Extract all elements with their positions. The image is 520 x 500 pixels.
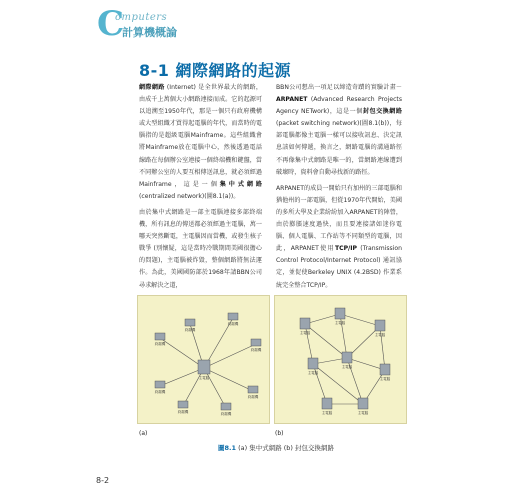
logo-letter: C [97, 4, 125, 44]
left-paragraph-1: 網際網路 (Internet) 是全世界最大的網路，由成千上萬個大小網路連接而成。它的起源可以追溯至1950年代，那是一個只有政府機構或大型組織才買得起電腦的年代，而當時的電腦指的是超級電腦Mainframe。這些組織會將Mainframe放在電腦中心，然後透過電話線路在每個辦公室連接一個終端機和鍵盤，當不同辦公室的人要互相傳送訊息，就必須經過Mainframe，這是一個集中式網路 (centralized network)(圖8.1(a))。 [139, 84, 262, 200]
svg-text:終端機: 終端機 [154, 390, 166, 394]
right-column [276, 82, 402, 296]
term-packet-switching: 封包交換網路 [362, 108, 402, 116]
figure-label-b: (b) [275, 430, 284, 437]
term-centralized: 集中式網路 [219, 180, 262, 188]
svg-text:主電腦: 主電腦 [321, 411, 333, 415]
centralized-network-svg [138, 296, 269, 423]
svg-text:終端機: 終端機 [247, 395, 259, 399]
figure-8-1 [137, 295, 407, 425]
packet-switching-network-diagram [274, 295, 407, 424]
term-tcpip: TCP/IP [334, 245, 357, 253]
svg-text:終端機: 終端機 [154, 342, 166, 346]
svg-text:主電腦: 主電腦 [374, 333, 386, 337]
logo-english-text: omputers [115, 12, 168, 23]
svg-text:終端機: 終端機 [220, 412, 232, 416]
host-label: 主電腦 [198, 376, 210, 380]
svg-text:終端機: 終端機 [250, 348, 262, 352]
svg-text:主電腦: 主電腦 [341, 365, 353, 369]
svg-text:主電腦: 主電腦 [307, 371, 319, 375]
left-column [139, 82, 262, 296]
svg-text:終端機: 終端機 [177, 410, 189, 414]
svg-text:主電腦: 主電腦 [379, 377, 391, 381]
svg-text:主電腦: 主電腦 [299, 331, 311, 335]
svg-text:主電腦: 主電腦 [357, 411, 369, 415]
section-title: 8-1 網際網路的起源 [139, 61, 291, 80]
right-paragraph-2: ARPANET的成員一開始只有加州的三部電腦和猶他州的一部電腦，但從1970年代開始，美國的多所大學及企業紛紛加入ARPANET的陣營，由於膨脹速度過快，而且要連接諸如迷你電腦、個人電腦、工作站等不同類型的電腦，因此，ARPANET使用TCP/IP (Transmission Control Protocol/Internet Protocol) 通訊協定，並促使Berkeley UNIX (4.2BSD) 作業系統完全整合TCP/IP。 [276, 184, 402, 289]
right-paragraph-1: BBN公司想出一項足以締造奇蹟的實驗計畫－ARPANET (Advanced Research Projects Agency NETwork)，這是一個封包交換網路 (packet switching network)(圖8.1(b))，每部電腦都像主電腦一樣可以接收訊息、決定訊息該如何傳遞，換言之，網路電腦的溝通路徑不再像集中式網路是唯一的，當網路連線遭到破壞時，資料會自動尋找新的路徑。 [276, 84, 402, 176]
term-arpanet: ARPANET [276, 96, 308, 104]
term-internet: 網際網路 [139, 84, 165, 91]
svg-text:終端機: 終端機 [184, 328, 196, 332]
caption-text: (a) 集中式網路 (b) 封包交換網路 [236, 444, 335, 452]
caption-number: 圖8.1 [218, 444, 237, 452]
svg-text:終端機: 終端機 [227, 322, 239, 326]
logo-chinese-text: 計算機概論 [122, 26, 177, 39]
figure-label-a: (a) [139, 430, 148, 437]
left-paragraph-2: 由於集中式網路是一部主電腦連接多部終端機，所有訊息的傳送都必須經過主電腦，萬一哪天突然斷電，主電腦因而當機，或發生核子戰爭 (別懷疑，這是當時冷戰期間美國很擔心的問題)，主電腦被炸毀，整個網路將無法運作。為此，美國國防部於1968年請BBN公司尋求解決之道， [139, 208, 262, 289]
svg-text:主電腦: 主電腦 [334, 321, 346, 325]
figure-caption [218, 443, 334, 452]
packet-network-svg [275, 296, 406, 423]
centralized-network-diagram [137, 295, 270, 424]
page-number: 8-2 [96, 476, 110, 485]
